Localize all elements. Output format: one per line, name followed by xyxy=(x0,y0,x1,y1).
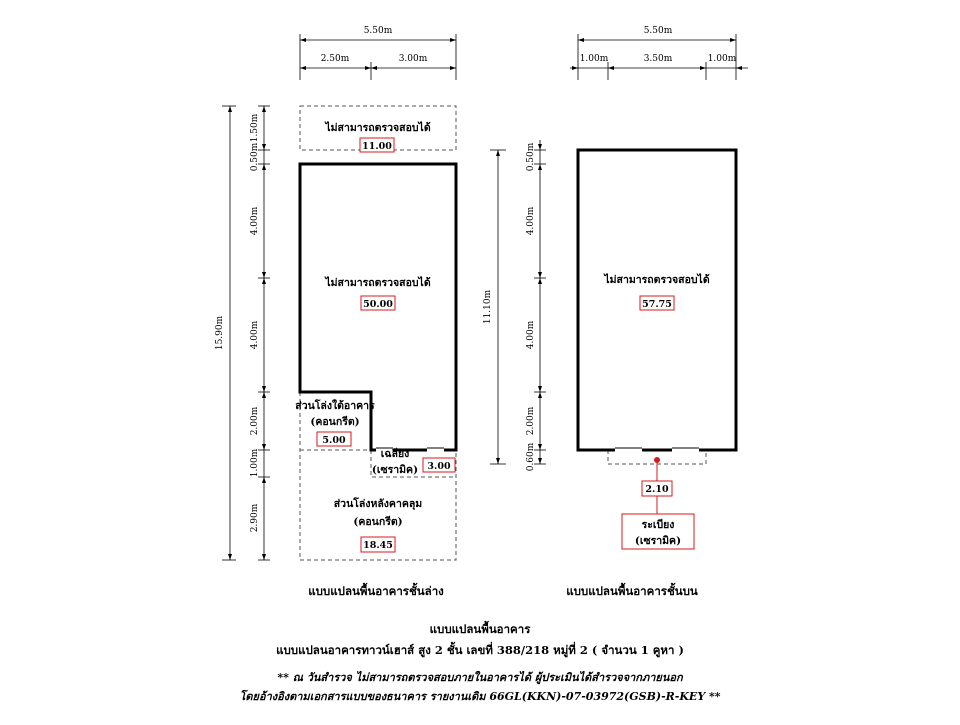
left-zone-5-area: 18.45 xyxy=(363,540,393,551)
left-height-part-4: 4.00m xyxy=(250,320,260,350)
left-zone-1-label: ไม่สามารถตรวจสอบได้ xyxy=(325,122,431,134)
left-width-part-2: 3.00m xyxy=(398,54,428,64)
footer-note-1: ** ณ วันสำรวจ ไม่สามารถตรวจสอบภายในอาคารได้ ผู้ประเมินได้สำรวจจากภายนอก xyxy=(277,671,683,684)
left-zone-5-label: ส่วนโล่งหลังคาคลุม xyxy=(333,498,423,510)
left-plan xyxy=(215,26,456,598)
right-height-part-3: 4.00m xyxy=(526,320,536,350)
right-zone-2-label: ระเบียง xyxy=(641,519,675,531)
left-plan-caption: แบบแปลนพื้นอาคารชั้นล่าง xyxy=(308,584,444,598)
left-zone-3-sub: (คอนกรีต) xyxy=(310,416,360,428)
right-zone-1-label: ไม่สามารถตรวจสอบได้ xyxy=(604,274,710,286)
left-width-total: 5.50m xyxy=(363,26,393,36)
left-width-dimensions xyxy=(300,26,456,80)
left-zone-1-area: 11.00 xyxy=(362,141,392,152)
left-height-part-2: 0.50m xyxy=(250,142,260,172)
right-width-part-1: 1.00m xyxy=(579,54,609,64)
right-plan-caption: แบบแปลนพื้นอาคารชั้นบน xyxy=(566,584,698,598)
left-zone-5-sub: (คอนกรีต) xyxy=(353,516,403,528)
right-width-dimensions xyxy=(570,26,748,80)
footer-title: แบบแปลนพื้นอาคาร xyxy=(429,622,531,636)
left-height-part-3: 4.00m xyxy=(250,206,260,236)
right-zone-2-area: 2.10 xyxy=(645,484,669,495)
right-height-part-5: 0.60m xyxy=(526,442,536,472)
left-zone-2-area: 50.00 xyxy=(363,299,393,310)
left-height-part-6: 1.00m xyxy=(250,448,260,478)
footer-note-2: โดยอ้างอิงตามเอกสารแบบของธนาคาร รายงานเดิม 66GL(KKN)-07-03972(GSB)-R-KEY ** xyxy=(239,690,721,703)
left-zone-4-label: เฉลียง xyxy=(380,448,410,460)
right-height-part-4: 2.00m xyxy=(526,406,536,436)
right-height-dimensions xyxy=(483,140,546,471)
right-width-total: 5.50m xyxy=(643,26,673,36)
left-zone-3-area: 5.00 xyxy=(322,435,346,446)
right-width-part-3: 1.00m xyxy=(707,54,737,64)
left-height-total: 15.90m xyxy=(215,315,225,351)
right-height-part-2: 4.00m xyxy=(526,206,536,236)
right-width-part-2: 3.50m xyxy=(643,54,673,64)
footer xyxy=(239,620,720,703)
left-zone-2-label: ไม่สามารถตรวจสอบได้ xyxy=(325,277,431,289)
footer-subtitle: แบบแปลนอาคารทาวน์เฮาส์ สูง 2 ชั้น เลขที่ 388/218 หมู่ที่ 2 ( จำนวน 1 คูหา ) xyxy=(276,643,684,657)
left-zone-4-area: 3.00 xyxy=(427,461,451,472)
left-zone-3-label: ส่วนโล่งใต้อาคาร xyxy=(295,400,375,412)
right-plan xyxy=(483,26,748,598)
left-zone-4-sub: (เซรามิค) xyxy=(371,464,419,476)
left-height-part-7: 2.90m xyxy=(250,503,260,533)
left-width-part-1: 2.50m xyxy=(320,54,350,64)
right-height-total: 11.10m xyxy=(483,289,493,325)
left-height-part-5: 2.00m xyxy=(250,406,260,436)
right-zone-1-area: 57.75 xyxy=(642,299,672,310)
right-zone-2-sub: (เซรามิค) xyxy=(634,535,682,547)
left-height-dimensions xyxy=(215,106,270,560)
left-height-part-1: 1.50m xyxy=(250,113,260,143)
right-height-part-1: 0.50m xyxy=(526,142,536,172)
